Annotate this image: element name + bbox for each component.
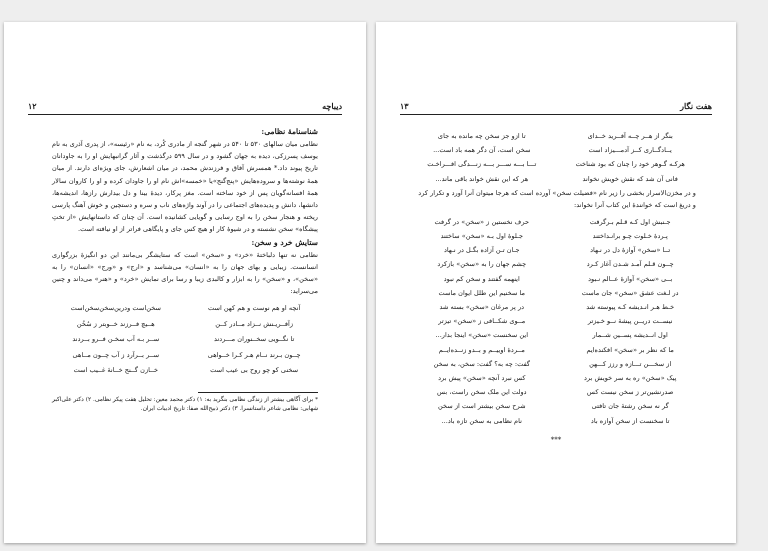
- hemistich: هرکـه گـوهر خود را چنان که بود شناخت: [575, 160, 685, 169]
- page-number: ۱۲: [28, 101, 37, 111]
- hemistich: مــردهٔ اوییــم و بــدو زنــده‌ایــم: [438, 345, 525, 354]
- hemistich: هــیچ فــرزند خــوبتر ز سُخُن: [76, 319, 155, 328]
- hemistich: تا ازو جز سخن چه مانده به جای: [437, 132, 526, 140]
- left-page-content: [52, 125, 318, 414]
- hemistich: ما سخنیم این طلل ایوان ماست: [438, 288, 526, 297]
- hemistich: سخن است، آن دگر همه باد است...: [433, 146, 531, 155]
- hemistich: بــی «سخن» آوازهٔ عــالم نـبود: [588, 274, 673, 283]
- hemistich: در پر مرغان «سخن» بسته شد: [439, 303, 525, 312]
- hemistich: جـان تـن آزاده بگـل در نـهاد: [443, 246, 520, 255]
- right-page-header: [400, 100, 712, 115]
- hemistich: هر که این نقش خواند باقی ماند...: [435, 174, 529, 183]
- hemistich: نیســت دریــن پیشهٔ نــو خـیزتر: [587, 317, 673, 326]
- hemistich: صدرنشین‌تر ز سخن نیست کس: [586, 388, 674, 397]
- verse-line: [416, 157, 696, 171]
- hemistich: سخن‌است ودرین‌سخن‌سخن‌است: [70, 304, 161, 313]
- hemistich: حرف نخستین ز «سخن» در گرفت: [434, 217, 530, 226]
- footnote-rule: [198, 392, 318, 393]
- hemistich: خـط هـر انـدیشه کـه پیوسته شد: [586, 303, 675, 312]
- hemistich: زآفــریـنش نــزاد مــادر کــن: [215, 319, 294, 328]
- hemistich: چشم جهان را به «سخن» بازکرد: [437, 260, 527, 269]
- hemistich: شرح سخن بیشتر است از سخن: [437, 402, 526, 411]
- verse-line: [416, 286, 696, 300]
- section-heading: ستایش خرد و سخن:: [251, 237, 318, 247]
- hemistich: پـردهٔ خـلوت چـو برانـداختند: [592, 232, 668, 241]
- hemistich: تـــا بـــه ســـر بـــه زنـــدگی افـــراخـت: [427, 160, 537, 169]
- left-page: [4, 22, 366, 543]
- hemistich: پیک «سخن» ره به سر خویش برد: [583, 374, 677, 383]
- verse-line: [416, 371, 696, 385]
- verse-line: [52, 332, 318, 347]
- hemistich: آنچه او هم نوست و هم کهن است: [207, 304, 301, 313]
- verse-line: [416, 314, 696, 328]
- verse-line: [416, 257, 696, 271]
- hemistich: گفت: چه به؟ گفت: سخن، به سخن: [433, 359, 531, 368]
- verse-line: [52, 301, 318, 316]
- hemistich: اینهمه گفتند و سخن کم نبود: [443, 274, 520, 283]
- footnote: * برای آگاهی بیشتر از زندگی نظامی بنگرید به: ۱) دکتر محمد معین: تحلیل هفت پیکر نظامی. ۲) دکتر علی‌اکبر شهابی: نظامی شاعر داستانسرا. ۳) دکتر ذبیح‌الله صفا: تاریخ ادبیات ایران.: [52, 397, 318, 413]
- hemistich: از سخـــن تـــازه و رزز کـــهن: [589, 359, 672, 368]
- intro-prose: و در مخزن‌الاسرار بخشی را زیر نام «فضیلت سخن» آورده است که هرجا میتوان آنرا آورد و تکرار کرد و دریغ است که خوانندهٔ این کتاب آنرا نخواند:: [418, 188, 696, 209]
- verse-line: [52, 363, 318, 378]
- verse-line: [416, 143, 696, 157]
- hemistich: ســر بــرآرد ز آب چــون مــاهی: [72, 350, 160, 359]
- verse-line: [416, 229, 696, 243]
- hemistich: ســر بـه آب سخـن فــرو بــردند: [72, 335, 160, 344]
- verse-line: [416, 129, 696, 143]
- hemistich: سخنی کو چو روح بی عیب است: [210, 366, 299, 375]
- hemistich: بنگر از هــر چــه آفــرید خــدای: [587, 132, 673, 140]
- body-paragraph: نظامی میان سالهای ۵۳۰ تا ۵۴۰ در شهر گنجه از مادری کُرد، به نام «رئیسه»، از پدری آذری به نام یوسف پسرزکی، دیده به جهان گشود و در سال ۵۹۹ درگذشت و آثار گرانبهایش او را به جاودانان تاریخ پیوند داد.* همسرش آفاق و فرزندش محمد، در میان اشعارش، جای ویژه‌ای دارند. از میان همهٔ نوشته‌ها و سروده‌هایش «پنج‌گنج»یا «خمسه»اش نام او را جاودان کرده و او را کاروان سالار همهٔ افسانه‌گویان پس از خود ساخته است. مغز پرکار، دیدهٔ بینا و دل بیدارش رازها، اندیشه‌ها، دانشها، دانش و پدیده‌های اجتماعی را در آوند واژه‌های ناب و سره و دستچین و خوش آهنگ پارسی ریخته و هنجار سخن را به اوج رسایی و گویایی کشانیده است. آن چنان که داستانهایش «از تختِ پیشگاه» سخن نشسته و در شیوهٔ کار او هیچ کس جای و پایگاهی فراتر از او نیافته است.: [52, 140, 318, 234]
- page-number: ۱۳: [400, 101, 409, 111]
- verse-block: [416, 215, 696, 428]
- right-page-content: [416, 125, 696, 446]
- verse-block: [52, 301, 318, 378]
- hemistich: یــادگــاری کــز آدمـــیزاد است: [588, 146, 672, 155]
- hemistich: دولت این ملک سخن راست، بس: [437, 388, 527, 397]
- verse-line: [416, 414, 696, 428]
- body-paragraph: نظامی نه تنها دلباختهٔ «خرد» و «سخن» است که ستایشگر بی‌مانند این دو انگیزهٔ بزرگواری انسانست. زیبایی و بهای جهان را به «انسان» می‌شناسد و «ارج» و «ورج» «انسان» را به «سخن»، و «سخن» را به ابزار و کالبدی زیبا و رسا برای نمایش «خرد» و «هنر» می‌داند و چنین می‌سراید:: [52, 250, 318, 296]
- running-title: دیباچه: [322, 101, 342, 111]
- verse-line: [416, 300, 696, 314]
- verse-line: [416, 215, 696, 229]
- hemistich: فانی آن شد که نقش خویش نخواند: [582, 174, 678, 183]
- hemistich: گر نه سخن رشتهٔ جان تافتی: [591, 402, 669, 411]
- verse-line: [52, 348, 318, 363]
- hemistich: این سخنست «سخن» اینجا بدار...: [435, 331, 529, 340]
- section-end-stars: ***: [550, 435, 562, 444]
- hemistich: تا نگــویی سخــنوران مـــردند: [214, 335, 295, 344]
- hemistich: تــا «سخن» آوازهٔ دل در نـهاد: [590, 246, 671, 255]
- hemistich: تا سخنست از سخن آوازه باد: [590, 416, 670, 425]
- hemistich: کس نبرد آنچه «سخن» پیش برد: [438, 374, 526, 383]
- hemistich: ما که نظر بر «سخن» افکنده‌ایم: [586, 345, 674, 354]
- verse-line: [416, 272, 696, 286]
- verse-line: [416, 343, 696, 357]
- verse-line: [416, 243, 696, 257]
- verse-line: [416, 399, 696, 413]
- left-page-header: [28, 100, 342, 115]
- hemistich: جـنبش اول کـه قـلم بـرگرفت: [589, 217, 671, 226]
- hemistich: اول انــدیشه پســین شــمار: [592, 331, 668, 340]
- verse-line: [52, 317, 318, 332]
- verse-block: [416, 129, 696, 186]
- verse-line: [416, 385, 696, 399]
- running-title: هفت نگار: [680, 101, 712, 111]
- right-page: [376, 22, 736, 543]
- verse-line: [416, 172, 696, 186]
- hemistich: نام نظامی به سخن تازه باد...: [441, 416, 522, 425]
- verse-line: [416, 328, 696, 342]
- hemistich: خــازن گــنج خــانهٔ غــیب است: [73, 366, 159, 375]
- hemistich: جـلوهٔ اول بـه «سخن» ساختند: [440, 232, 524, 241]
- hemistich: چــون قـلم آمـد شـدن آغاز کـرد: [586, 260, 674, 269]
- hemistich: چــون بـرند نــام هـر كـرا خــواهی: [207, 350, 301, 359]
- hemistich: در لـغت عشق «سخن» جان ماست: [581, 288, 679, 297]
- verse-line: [416, 357, 696, 371]
- hemistich: مــوی شکــافی ز «سخن» تیزتر: [438, 317, 526, 326]
- section-heading: شناسنامهٔ نظامی:: [261, 127, 318, 136]
